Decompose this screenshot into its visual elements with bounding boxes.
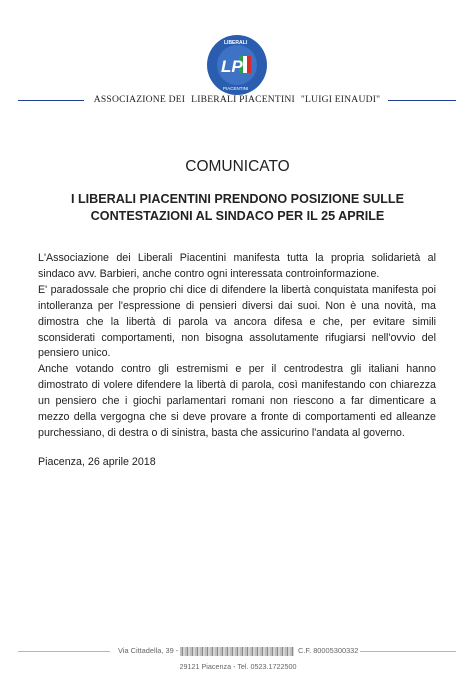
redacted-block	[180, 647, 294, 656]
subtitle-line-2: CONTESTAZIONI AL SINDACO PER IL 25 APRILE	[90, 209, 385, 223]
document-title: COMUNICATO	[185, 158, 290, 175]
document-subtitle	[40, 191, 435, 225]
header-rule-right	[388, 100, 456, 101]
document-body	[38, 251, 436, 471]
logo-ring-top: LIBERALI	[224, 40, 248, 46]
organization-name	[88, 94, 386, 105]
body-paragraph-2: E' paradossale che proprio chi dice di difendere la libertà conquistata manifesta poi intolleranza per l'espressione di pensieri diversi dai suoi. Non è una novità, ma dimostra che la libertà di parola va ancora difesa e che, per evitare simili sconsiderati comportamenti, non bisogna assolutamente rifugiarsi nell'ovvio del pensiero unico.	[38, 283, 436, 360]
org-suffix: "LUIGI EINAUDI"	[300, 94, 381, 105]
footer-address-text: Via Cittadella, 39 -	[118, 646, 179, 655]
subtitle-line-1: I LIBERALI PIACENTINI PRENDONO POSIZIONE SULLE	[70, 192, 405, 206]
logo-initials: LP	[221, 57, 243, 76]
footer-tax-code: C.F. 80005300332	[298, 646, 359, 655]
liberali-piacentini-logo	[206, 34, 268, 96]
header-rule-left	[18, 100, 84, 101]
footer-city-phone: 29121 Piacenza - Tel. 0523.1722500	[179, 662, 297, 671]
footer-rule-right	[360, 651, 456, 652]
document-date: Piacenza, 26 aprile 2018	[38, 455, 156, 468]
body-paragraph-1: L'Associazione dei Liberali Piacentini manifesta tutta la propria solidarietà al sindaco avv. Barbieri, anche contro ogni interessata controinformazione.	[38, 252, 436, 280]
footer-address	[118, 646, 294, 656]
logo-ring-bottom: PIACENTINI	[223, 86, 249, 91]
org-prefix: ASSOCIAZIONE DEI	[93, 94, 186, 105]
org-main-name: LIBERALI PIACENTINI	[191, 94, 295, 105]
body-paragraph-3: Anche votando contro gli estremismi e per il centrodestra gli italiani hanno dimostrato di volere difendere la libertà di parola, così manifestando con chiarezza un pensiero che i giochi parlamentari romani non riescono a far dimenticare a mezzo della vergogna che si deve provare a fronte di comportamenti ed alleanze purchessiano, di destra o di sinistra, basta che assicurino l'andata al governo.	[38, 363, 436, 439]
footer-rule-left	[18, 651, 110, 652]
